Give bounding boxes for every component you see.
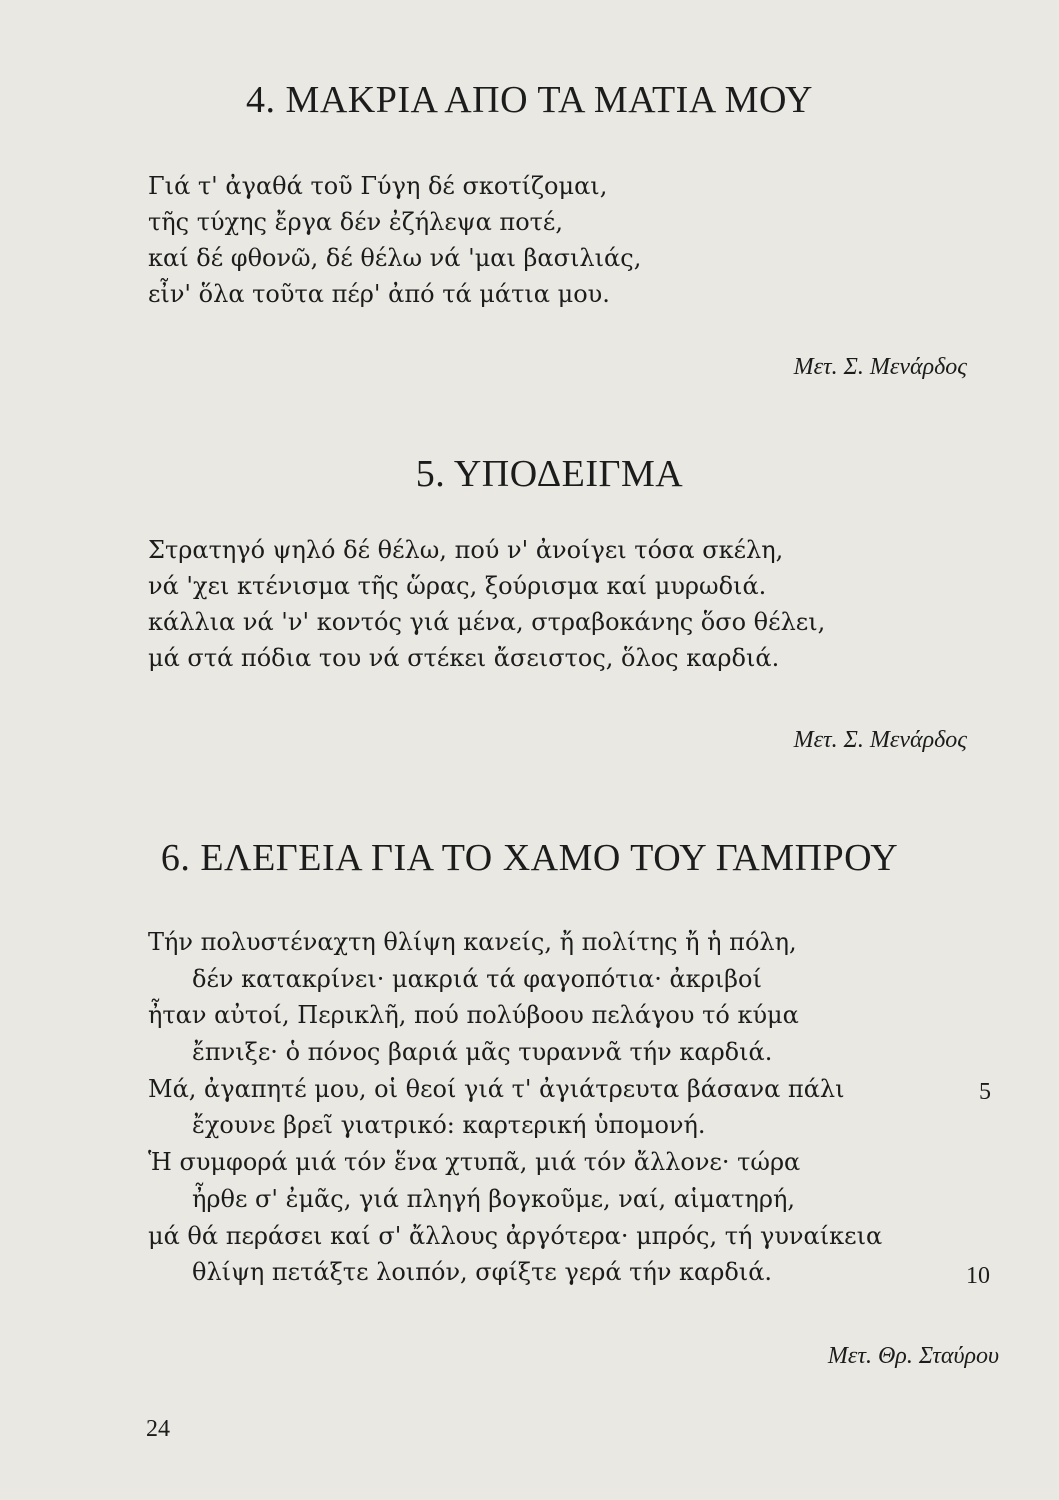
poem-body [148,168,641,312]
verse-line: μά στά πόδια του νά στέκει ἄσειστος, ὅλος καρδιά. [148,644,780,672]
verse-line: εἶν' ὅλα τοῦτα πέρ' ἀπό τά μάτια μου. [148,280,610,308]
poem-title: 6. ΕΛΕΓΕΙΑ ΓΙΑ ΤΟ ΧΑΜΟ ΤΟΥ ΓΑΜΠΡΟΥ [160,837,899,879]
line-number: 10 [966,1263,990,1289]
verse-line: ἦταν αὐτοί, Περικλῆ, πού πολύβοου πελάγου τό κύμα [148,1001,799,1030]
verse-line: ἔχουνε βρεῖ γιατρικό: καρτερική ὑπομονή. [192,1111,706,1140]
verse-line: Μά, ἀγαπητέ μου, οἱ θεοί γιά τ' ἀγιάτρευτα βάσανα πάλι [148,1074,845,1103]
poem-body [148,924,882,1291]
poem-title: 4. ΜΑΚΡΙΑ ΑΠΟ ΤΑ ΜΑΤΙΑ ΜΟΥ [246,79,813,121]
verse-line: Τήν πολυστέναχτη θλίψη κανείς, ἤ πολίτης ἤ ἡ πόλη, [148,928,797,956]
verse-line: ἔπνιξε· ὁ πόνος βαριά μᾶς τυραννᾶ τήν καρδιά. [192,1038,773,1067]
poem-title: 5. ΥΠΟΔΕΙΓΜΑ [415,453,684,495]
verse-line: κάλλια νά 'ν' κοντός γιά μένα, στραβοκάνης ὅσο θέλει, [148,608,826,636]
verse-line: ἦρθε σ' ἐμᾶς, γιά πληγή βογκοῦμε, ναί, αἱματηρή, [192,1184,795,1213]
verse-line: δέν κατακρίνει· μακριά τά φαγοπότια· ἀκριβοί [192,964,762,993]
translator-attribution: Μετ. Θρ. Σταύρου [827,1343,999,1369]
verse-line: Γιά τ' ἀγαθά τοῦ Γύγη δέ σκοτίζομαι, [148,172,608,200]
verse-line: μά θά περάσει καί σ' ἄλλους ἀργότερα· μπρός, τή γυναίκεια [148,1221,883,1250]
verse-line: θλίψη πετάξτε λοιπόν, σφίξτε γερά τήν καρδιά. [192,1258,773,1287]
verse-line: τῆς τύχης ἔργα δέν ἐζήλεψα ποτέ, [148,208,563,236]
line-number: 5 [979,1079,991,1105]
verse-line: νά 'χει κτένισμα τῆς ὥρας, ξούρισμα καί μυρωδιά. [148,572,767,600]
verse-line: Στρατηγό ψηλό δέ θέλω, πού ν' ἀνοίγει τόσα σκέλη, [148,536,784,564]
page-number: 24 [146,1416,170,1442]
poem-body [148,532,825,676]
verse-line: Ἡ συμφορά μιά τόν ἕνα χτυπᾶ, μιά τόν ἄλλονε· τώρα [148,1148,801,1177]
translator-attribution: Μετ. Σ. Μενάρδος [793,354,967,380]
translator-attribution: Μετ. Σ. Μενάρδος [793,727,967,753]
verse-line: καί δέ φθονῶ, δέ θέλω νά 'μαι βασιλιάς, [148,244,642,272]
